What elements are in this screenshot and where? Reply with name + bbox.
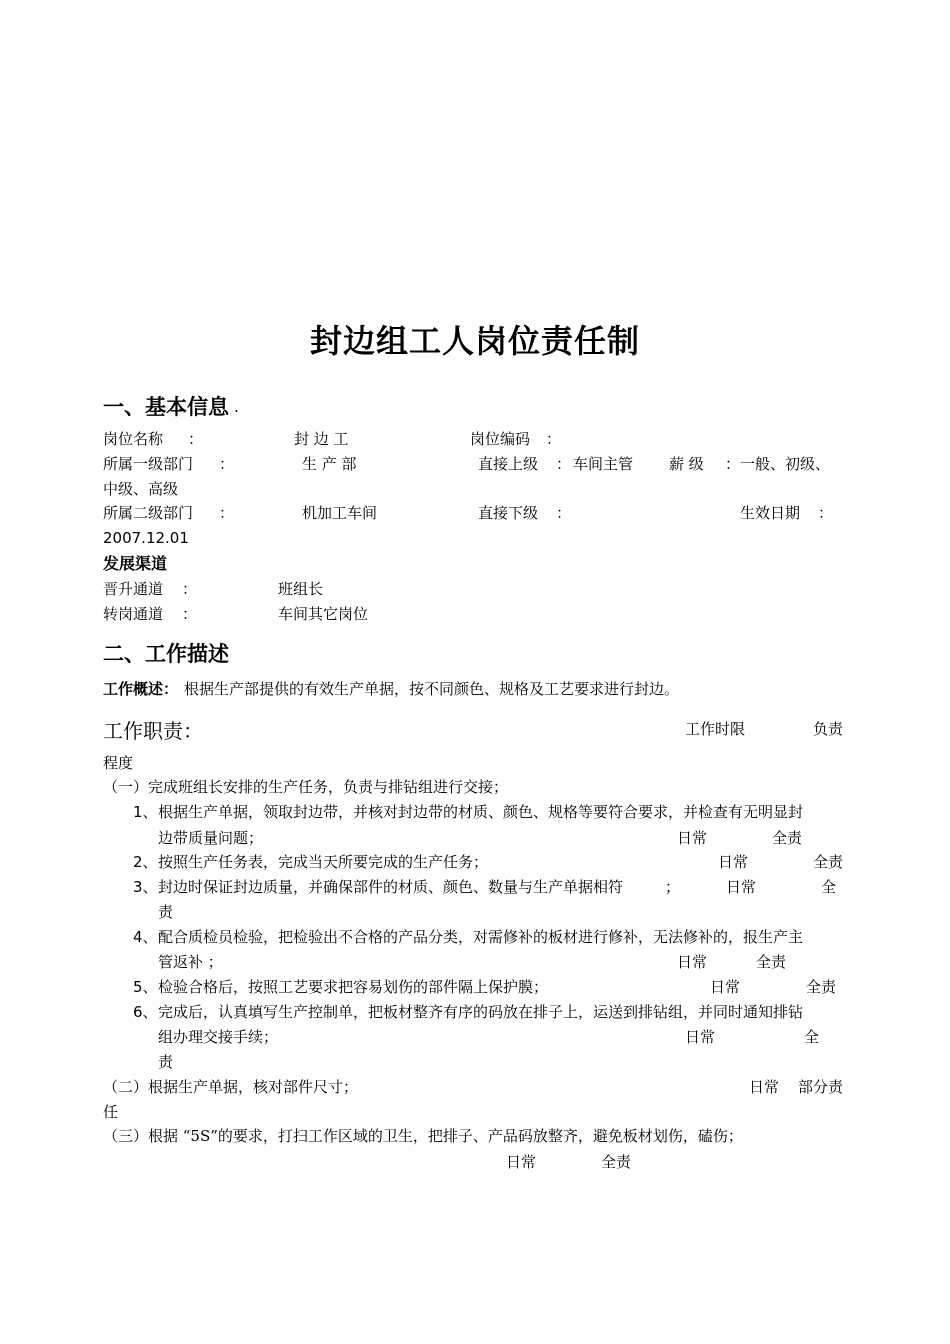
dept1-colon: ： <box>219 455 235 473</box>
post-name-label: 岗位名称 <box>103 430 164 448</box>
item-4-number: 4、 <box>133 928 158 946</box>
item-3-text: 封边时保证封边质量，并确保部件的材质、颜色、数量与生产单据相符 <box>158 878 624 896</box>
effective-value: 2007.12.01 <box>103 529 189 547</box>
col-time-header: 工作时限 <box>685 720 746 738</box>
item-4-time: 日常 <box>677 953 708 971</box>
item-4-text: 配合质检员检验，把检验出不合格的产品分类，对需修补的板材进行修补，无法修补的，报生产主 <box>158 928 804 946</box>
transfer-value: 车间其它岗位 <box>278 605 369 623</box>
dept2-colon: ： <box>219 504 235 522</box>
item-5-time: 日常 <box>710 978 741 996</box>
item-3-resp-cont: 责 <box>158 903 174 921</box>
item-3-resp: 全 <box>821 878 837 896</box>
item-3-time: 日常 <box>726 878 757 896</box>
item-1-resp: 全责 <box>772 829 803 847</box>
item-1-text-cont: 边带质量问题； <box>158 829 264 847</box>
overview-text: 根据生产部提供的有效生产单据，按不同颜色、规格及工艺要求进行封边。 <box>184 680 680 698</box>
superior-label: 直接上级 <box>478 455 539 473</box>
item-5-number: 5、 <box>133 978 158 996</box>
salary-colon: ： <box>725 455 741 473</box>
transfer-label: 转岗通道 <box>103 605 164 623</box>
section-work-desc-heading: 二、工作描述 <box>103 642 229 666</box>
item-6-text: 完成后，认真填写生产控制单，把板材整齐有序的码放在排子上，运送到排钻组，并同时通知排钻 <box>158 1003 804 1021</box>
dept2-value: 机加工车间 <box>302 504 378 522</box>
item-6-resp-cont: 责 <box>158 1053 174 1071</box>
subordinate-label: 直接下级 <box>478 504 539 522</box>
post-code-label: 岗位编码 <box>470 430 531 448</box>
effective-label: 生效日期 <box>740 504 801 522</box>
post-name-colon: ： <box>188 430 204 448</box>
section-basic-info-heading: 一、基本信息 <box>103 395 229 419</box>
heading-dot: . <box>234 398 239 416</box>
subordinate-colon: ： <box>556 504 572 522</box>
item-2-text: 按照生产任务表，完成当天所要完成的生产任务； <box>158 853 489 871</box>
item-4-resp: 全责 <box>756 953 787 971</box>
overview-label: 工作概述： <box>103 680 179 698</box>
dept2-label: 所属二级部门 <box>103 504 194 522</box>
group-3-text: （三）根据 “5S”的要求，打扫工作区域的卫生，把排子、产品码放整齐，避免板材划伤，磕伤； <box>103 1127 743 1145</box>
duties-heading: 工作职责： <box>103 719 203 743</box>
item-2-resp: 全责 <box>813 853 844 871</box>
item-2-time: 日常 <box>718 853 749 871</box>
item-6-resp: 全 <box>804 1028 820 1046</box>
effective-colon: ： <box>818 504 834 522</box>
post-code-colon: ： <box>546 430 562 448</box>
item-2-number: 2、 <box>133 853 158 871</box>
salary-value-cont: 中级、高级 <box>103 480 179 498</box>
superior-colon: ： <box>556 455 572 473</box>
transfer-colon: ： <box>182 605 198 623</box>
col-resp-header: 负责 <box>813 720 844 738</box>
career-heading: 发展渠道 <box>103 554 168 573</box>
item-5-text: 检验合格后，按照工艺要求把容易划伤的部件隔上保护膜； <box>158 978 549 996</box>
group-3-time: 日常 <box>506 1153 537 1171</box>
salary-label: 薪 级 <box>669 455 704 473</box>
promotion-value: 班组长 <box>278 580 324 598</box>
document-title: 封边组工人岗位责任制 <box>309 322 640 360</box>
promotion-label: 晋升通道 <box>103 580 164 598</box>
salary-value: 一般、初级、 <box>740 455 831 473</box>
item-6-text-cont: 组办理交接手续； <box>158 1028 279 1046</box>
post-name-value: 封 边 工 <box>294 430 349 448</box>
item-4-text-cont: 管返补 ； <box>158 953 223 971</box>
group-2-resp: 部分责 <box>798 1078 844 1096</box>
group-1-text: （一）完成班组长安排的生产任务，负责与排钻组进行交接； <box>103 778 509 796</box>
dept1-value: 生 产 部 <box>302 455 357 473</box>
dept1-label: 所属一级部门 <box>103 455 194 473</box>
group-2-text: （二）根据生产单据，核对部件尺寸； <box>103 1078 359 1096</box>
superior-value: 车间主管 <box>573 455 634 473</box>
item-6-time: 日常 <box>685 1028 716 1046</box>
item-3-number: 3、 <box>133 878 158 896</box>
item-3-semicolon: ； <box>665 878 681 896</box>
group-2-time: 日常 <box>749 1078 780 1096</box>
item-5-resp: 全责 <box>806 978 837 996</box>
item-1-text: 根据生产单据，领取封边带，并核对封边带的材质、颜色、规格等要符合要求，并检查有无明显封 <box>158 803 804 821</box>
item-1-time: 日常 <box>677 829 708 847</box>
group-3-resp: 全责 <box>601 1153 632 1171</box>
promotion-colon: ： <box>182 580 198 598</box>
item-6-number: 6、 <box>133 1003 158 1021</box>
group-2-resp-cont: 任 <box>103 1103 119 1121</box>
col-resp-header-cont: 程度 <box>103 754 134 772</box>
item-1-number: 1、 <box>133 803 158 821</box>
